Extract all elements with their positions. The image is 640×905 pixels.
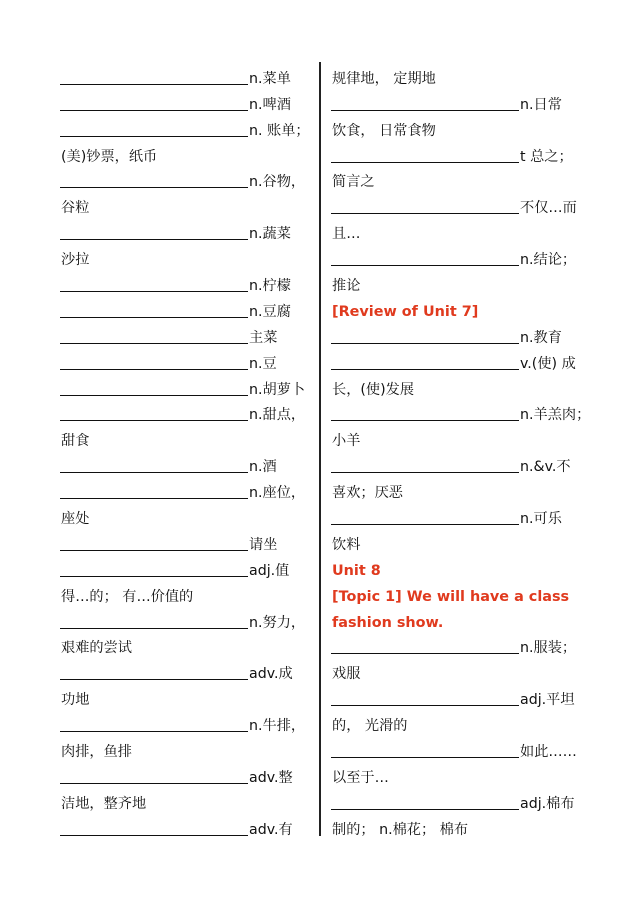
vocab-line — [60, 735, 315, 761]
definition-text: 规律地， 定期地 — [332, 70, 436, 87]
vocab-line — [60, 191, 315, 217]
answer-blank-line — [60, 420, 248, 421]
vocab-line — [60, 88, 315, 114]
definition-text: t 总之； — [520, 148, 573, 165]
definition-text: n.可乐 — [520, 511, 562, 528]
section-heading — [331, 580, 601, 606]
vocab-line — [331, 735, 601, 761]
definition-text: 简言之 — [332, 174, 375, 191]
definition-text: n.谷物， — [249, 174, 306, 191]
answer-blank-line — [60, 835, 248, 836]
answer-blank-line — [60, 472, 248, 473]
answer-blank-line — [331, 420, 519, 421]
definition-text: 得…的； 有…价值的 — [61, 588, 194, 605]
answer-blank-line — [60, 395, 248, 396]
definition-text: n.结论； — [520, 252, 577, 269]
answer-blank-line — [331, 369, 519, 370]
definition-text: 沙拉 — [61, 252, 90, 269]
vocab-line — [331, 373, 601, 399]
column-divider — [319, 62, 321, 836]
definition-text: n.蔬菜 — [249, 226, 291, 243]
vocab-line — [60, 632, 315, 658]
definition-text: n.努力， — [249, 614, 306, 631]
right-column — [331, 62, 601, 839]
vocab-line — [331, 476, 601, 502]
definition-text: adv.有 — [249, 821, 293, 838]
definition-text: n.日常 — [520, 96, 562, 113]
vocab-line — [331, 217, 601, 243]
vocab-line — [331, 632, 601, 658]
answer-blank-line — [60, 731, 248, 732]
definition-text: n.座位， — [249, 485, 306, 502]
definition-text: (美)钞票，纸币 — [61, 148, 158, 165]
vocab-line — [60, 321, 315, 347]
vocab-line — [60, 450, 315, 476]
definition-text: 功地 — [61, 692, 90, 709]
vocab-line — [60, 140, 315, 166]
vocab-line — [60, 166, 315, 192]
vocab-line — [331, 88, 601, 114]
vocab-line — [331, 657, 601, 683]
vocab-line — [331, 321, 601, 347]
answer-blank-line — [331, 213, 519, 214]
section-heading — [331, 606, 601, 632]
answer-blank-line — [60, 291, 248, 292]
vocab-line — [60, 295, 315, 321]
definition-text: n.教育 — [520, 329, 562, 346]
vocab-line — [60, 709, 315, 735]
definition-text: 饮食， 日常食物 — [332, 122, 436, 139]
answer-blank-line — [331, 524, 519, 525]
definition-text: n.羊羔肉； — [520, 407, 591, 424]
definition-text: n.牛排， — [249, 718, 306, 735]
answer-blank-line — [331, 809, 519, 810]
answer-blank-line — [60, 550, 248, 551]
vocab-line — [60, 243, 315, 269]
answer-blank-line — [60, 343, 248, 344]
answer-blank-line — [60, 110, 248, 111]
heading-text: Unit 8 — [332, 562, 381, 579]
definition-text: n. 账单； — [249, 122, 310, 139]
answer-blank-line — [331, 265, 519, 266]
definition-text: n.豆腐 — [249, 303, 291, 320]
vocab-line — [60, 683, 315, 709]
definition-text: 请坐 — [249, 536, 278, 553]
definition-text: n.胡萝卜 — [249, 381, 306, 398]
definition-text: n.啤酒 — [249, 96, 291, 113]
answer-blank-line — [331, 110, 519, 111]
definition-text: adj.平坦 — [520, 692, 575, 709]
vocab-line — [331, 683, 601, 709]
vocab-line — [331, 399, 601, 425]
answer-blank-line — [60, 576, 248, 577]
heading-text: fashion show. — [332, 614, 444, 631]
answer-blank-line — [60, 136, 248, 137]
answer-blank-line — [331, 472, 519, 473]
vocab-line — [331, 347, 601, 373]
vocab-line — [60, 476, 315, 502]
vocab-line — [331, 269, 601, 295]
definition-text: 且… — [332, 226, 361, 243]
definition-text: 长，(使)发展 — [332, 381, 415, 398]
vocab-line — [60, 347, 315, 373]
answer-blank-line — [60, 783, 248, 784]
section-heading — [331, 295, 601, 321]
answer-blank-line — [331, 162, 519, 163]
answer-blank-line — [60, 369, 248, 370]
answer-blank-line — [60, 679, 248, 680]
definition-text: adv.成 — [249, 666, 293, 683]
definition-text: 谷粒 — [61, 200, 90, 217]
vocab-line — [60, 787, 315, 813]
definition-text: 不仅…而 — [520, 200, 577, 217]
definition-text: n.酒 — [249, 459, 277, 476]
answer-blank-line — [60, 84, 248, 85]
vocab-line — [60, 269, 315, 295]
vocab-line — [331, 424, 601, 450]
definition-text: 戏服 — [332, 666, 361, 683]
vocab-line — [331, 528, 601, 554]
definition-text: n.豆 — [249, 355, 277, 372]
answer-blank-line — [331, 653, 519, 654]
vocab-line — [60, 62, 315, 88]
vocab-line — [331, 502, 601, 528]
definition-text: 主菜 — [249, 329, 278, 346]
answer-blank-line — [60, 498, 248, 499]
definition-text: n.甜点， — [249, 407, 306, 424]
vocab-line — [331, 813, 601, 839]
vocab-line — [331, 166, 601, 192]
vocab-line — [331, 62, 601, 88]
definition-text: n.&v.不 — [520, 459, 571, 476]
definition-text: 座处 — [61, 511, 90, 528]
vocab-line — [60, 580, 315, 606]
vocab-line — [331, 709, 601, 735]
vocab-line — [331, 787, 601, 813]
left-column — [60, 62, 315, 839]
definition-text: 制的； n.棉花； 棉布 — [332, 821, 469, 838]
definition-text: n.柠檬 — [249, 278, 291, 295]
definition-text: 喜欢；厌恶 — [332, 485, 403, 502]
vocab-line — [60, 657, 315, 683]
answer-blank-line — [331, 343, 519, 344]
vocab-line — [331, 450, 601, 476]
section-heading — [331, 554, 601, 580]
vocab-line — [60, 502, 315, 528]
vocab-line — [60, 554, 315, 580]
heading-text: [Review of Unit 7] — [332, 303, 479, 320]
definition-text: adv.整 — [249, 769, 293, 786]
vocab-line — [331, 761, 601, 787]
vocab-line — [60, 373, 315, 399]
definition-text: 以至于… — [332, 769, 389, 786]
vocab-line — [60, 761, 315, 787]
definition-text: 如此…… — [520, 744, 577, 761]
answer-blank-line — [331, 705, 519, 706]
heading-text: [Topic 1] We will have a class — [332, 588, 570, 605]
vocab-line — [60, 606, 315, 632]
definition-text: v.(使) 成 — [520, 355, 576, 372]
vocab-line — [60, 217, 315, 243]
vocab-line — [60, 399, 315, 425]
definition-text: n.服装； — [520, 640, 577, 657]
vocab-line — [331, 114, 601, 140]
definition-text: n.菜单 — [249, 70, 291, 87]
answer-blank-line — [60, 187, 248, 188]
definition-text: 艰难的尝试 — [61, 640, 132, 657]
definition-text: 洁地，整齐地 — [61, 795, 147, 812]
answer-blank-line — [331, 757, 519, 758]
definition-text: adj.值 — [249, 562, 290, 579]
vocab-line — [60, 528, 315, 554]
vocab-line — [60, 424, 315, 450]
definition-text: 的， 光滑的 — [332, 718, 408, 735]
definition-text: 小羊 — [332, 433, 361, 450]
definition-text: 推论 — [332, 278, 361, 295]
vocab-line — [331, 191, 601, 217]
answer-blank-line — [60, 317, 248, 318]
definition-text: 饮料 — [332, 536, 361, 553]
definition-text: adj.棉布 — [520, 795, 575, 812]
definition-text: 肉排，鱼排 — [61, 744, 132, 761]
answer-blank-line — [60, 628, 248, 629]
answer-blank-line — [60, 239, 248, 240]
vocab-line — [60, 114, 315, 140]
definition-text: 甜食 — [61, 433, 90, 450]
vocab-line — [331, 140, 601, 166]
vocab-line — [331, 243, 601, 269]
vocab-line — [60, 813, 315, 839]
